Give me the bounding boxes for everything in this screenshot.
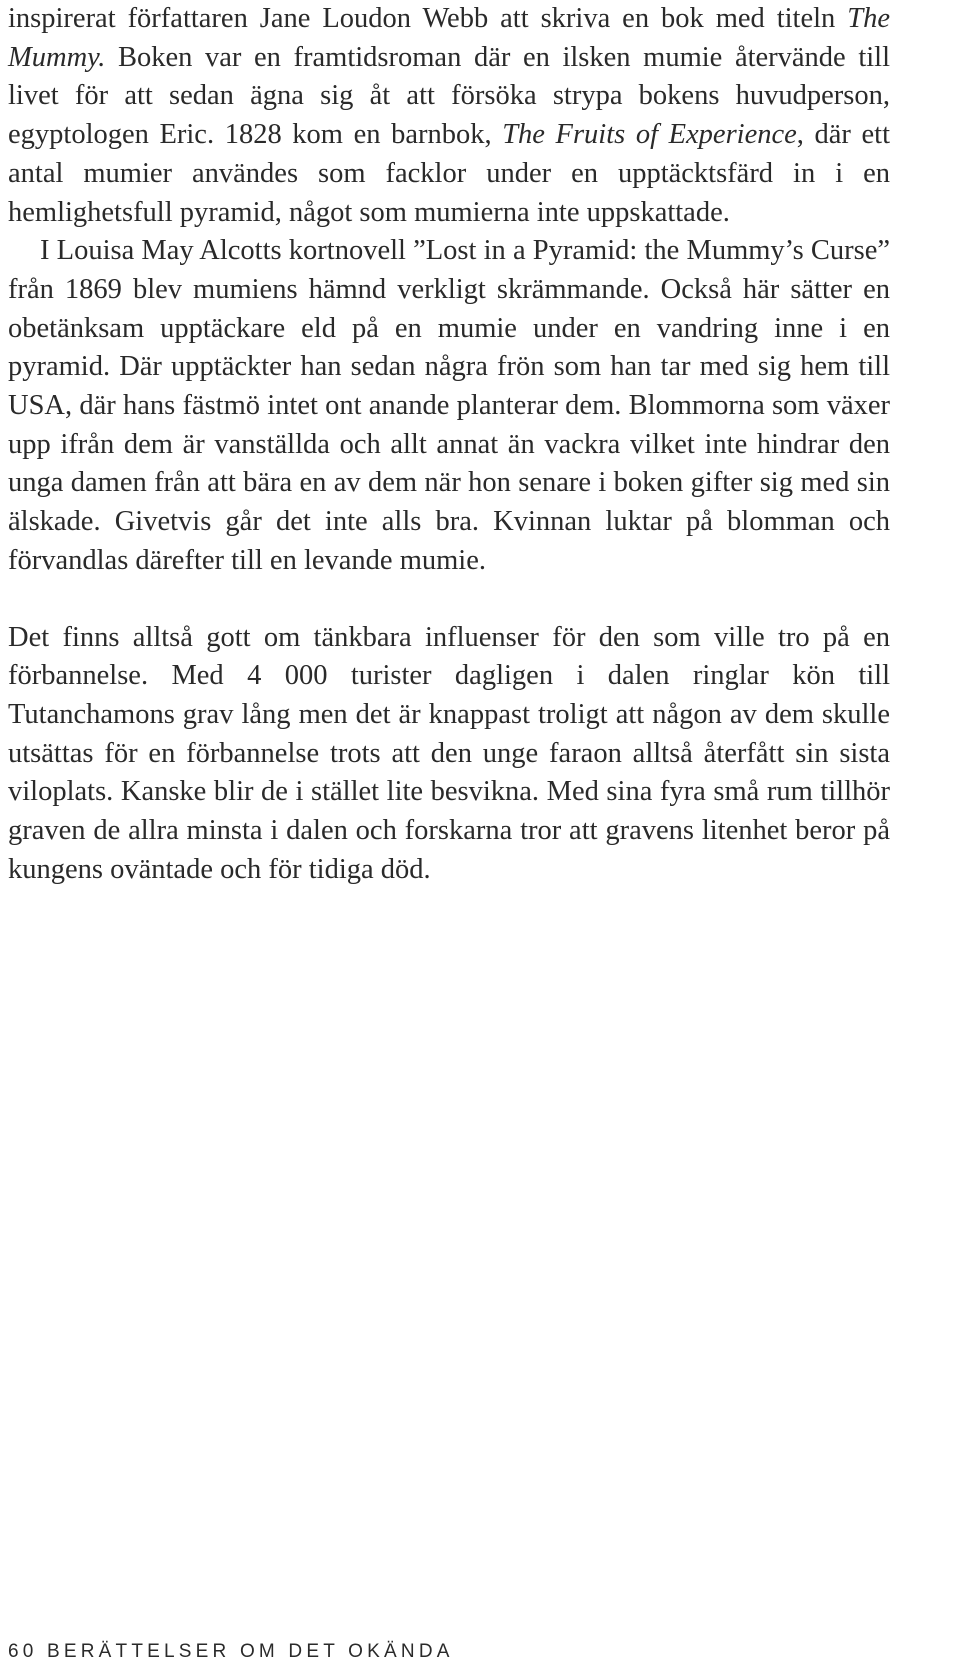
- book-title-the-mummy: The Mummy.: [8, 3, 890, 73]
- paragraph-alcott-novella: I Louisa May Alcotts kortnovell ”Lost in a Pyramid: the Mummy’s Curse” från 1869 blev mumiens hämnd verkligt skrämmande. Också här sätter en obetänksam upptäckare eld på en mumie under en vandring inne i en pyramid. Där upptäckter han sedan några frön som han tar med sig hem till USA, där hans fästmö intet ont anande planterar dem. Blommorna som växer upp ifrån dem är vanställda och allt annat än vackra vilket inte hindrar den unga damen från att bära en av dem när hon senare i boken gifter sig med sin älskade. Givetvis går det inte alls bra. Kvinnan luktar på blomman och förvandlas därefter till en levande mumie.: [8, 235, 890, 576]
- text-run: , där ett antal mumier användes som facklor under en upptäcktsfärd in i en hemlighetsfull pyramid, något som mumierna inte uppskattade.: [8, 119, 890, 228]
- page-footer: 60 BERÄTTELSER OM DET OKÄNDA: [8, 1641, 454, 1662]
- book-title-fruits-of-experience: The Fruits of Experience: [502, 119, 797, 151]
- book-page-body: [8, 0, 890, 889]
- paragraph-webb-mummy: [8, 0, 890, 232]
- text-run: Boken var en framtidsroman där en ilsken mumie återvände till livet för att sedan ägna sig åt att försöka strypa bokens huvudperson, egyptologen Eric. 1828 kom en barnbok,: [8, 41, 890, 151]
- text-run: inspirerat författaren Jane Loudon Webb att skriva en bok med titeln: [8, 3, 848, 34]
- paragraph-tutankhamun-tomb: Det finns alltså gott om tänkbara influenser för den som ville tro på en förbannelse. Med 4 000 turister dagligen i dalen ringlar kön till Tutanchamons grav lång men det är knappast troligt att någon av dem skulle utsättas för en förbannelse trots att den unge faraon alltså återfått sin sista viloplats. Kanske blir de i stället lite besvikna. Med sina fyra små rum tillhör graven de allra minsta i dalen och forskarna tror att gravens litenhet beror på kungens oväntade och för tidiga död.: [8, 621, 890, 885]
